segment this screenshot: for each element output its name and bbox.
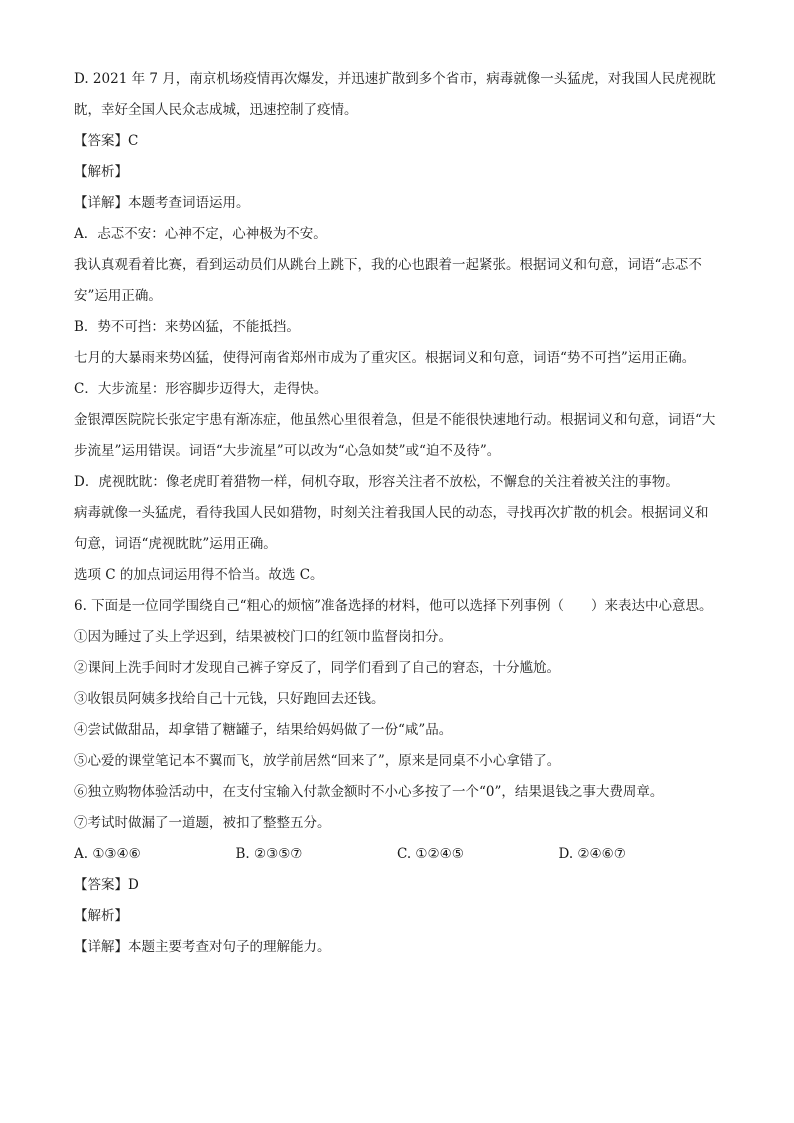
option-a: A. ①③④⑥: [74, 846, 141, 862]
answer-label-2: 【答案】D: [74, 877, 139, 893]
term-c: C．大步流星：形容脚步迈得大，走得快。: [74, 381, 328, 397]
detail-intro-2: 【详解】本题主要考查对句子的理解能力。: [74, 939, 331, 955]
option-d-sentence: D. 2021 年 7 月，南京机场疫情再次爆发，并迅速扩散到多个省市，病毒就像一头猛虎，对我国人民虎视眈眈，幸好全国人民众志成城，迅速控制了疫情。: [74, 71, 716, 118]
option-c: C. ①②④⑤: [397, 846, 464, 862]
term-c-explain: 金银潭医院院长张定宇患有渐冻症，他虽然心里很着急，但是不能很快速地行动。根据词义和句意，词语“大步流星”运用错误。词语“大步流星”可以改为“心急如焚”或“迫不及待”。: [74, 412, 716, 459]
term-d-explain: 病毒就像一头猛虎，看待我国人民如猎物，时刻关注着我国人民的动态，寻找再次扩散的机会。根据词义和句意，词语“虎视眈眈”运用正确。: [74, 505, 709, 552]
item-7: ⑦考试时做漏了一道题，被扣了整整五分。: [74, 815, 331, 831]
option-d: D. ②④⑥⑦: [558, 846, 626, 862]
term-b: B．势不可挡：来势凶猛，不能抵挡。: [74, 319, 300, 335]
term-b-explain: 七月的大暴雨来势凶猛，使得河南省郑州市成为了重灾区。根据词义和句意，词语“势不可挡”运用正确。: [74, 350, 696, 366]
term-a-explain: 我认真观看着比赛，看到运动员们从跳台上跳下，我的心也跟着一起紧张。根据词义和句意，词语“忐忑不安”运用正确。: [74, 257, 702, 304]
item-1: ①因为睡过了头上学迟到，结果被校门口的红领巾监督岗扣分。: [74, 629, 452, 645]
option-b: B. ②③⑤⑦: [235, 846, 303, 862]
analysis-label-2: 【解析】: [74, 908, 128, 924]
term-a: A．忐忑不安：心神不定，心神极为不安。: [74, 226, 327, 242]
item-5: ⑤心爱的课堂笔记本不翼而飞，放学前居然“回来了”，原来是同桌不小心拿错了。: [74, 753, 561, 769]
conclusion: 选项 C 的加点词运用得不恰当。故选 C。: [74, 567, 324, 583]
item-2: ②课间上洗手间时才发现自己裤子穿反了，同学们看到了自己的窘态，十分尴尬。: [74, 660, 560, 676]
answer-options: [74, 839, 720, 870]
item-4: ④尝试做甜品，却拿错了糖罐子，结果给妈妈做了一份“咸”品。: [74, 722, 453, 738]
analysis-label: 【解析】: [74, 164, 128, 180]
item-6: ⑥独立购物体验活动中，在支付宝输入付款金额时不小心多按了一个“0”，结果退钱之事大费周章。: [74, 784, 664, 800]
question-6: 6. 下面是一位同学围绕自己“粗心的烦恼”准备选择的材料，他可以选择下列事例（ ）来表达中心意思。: [74, 598, 713, 614]
answer-label: 【答案】C: [74, 133, 139, 149]
term-d: D．虎视眈眈：像老虎盯着猎物一样，伺机夺取，形容关注者不放松，不懈怠的关注着被关注的事物。: [74, 474, 679, 490]
item-3: ③收银员阿姨多找给自己十元钱，只好跑回去还钱。: [74, 691, 385, 707]
detail-intro: 【详解】本题考查词语运用。: [74, 195, 250, 211]
